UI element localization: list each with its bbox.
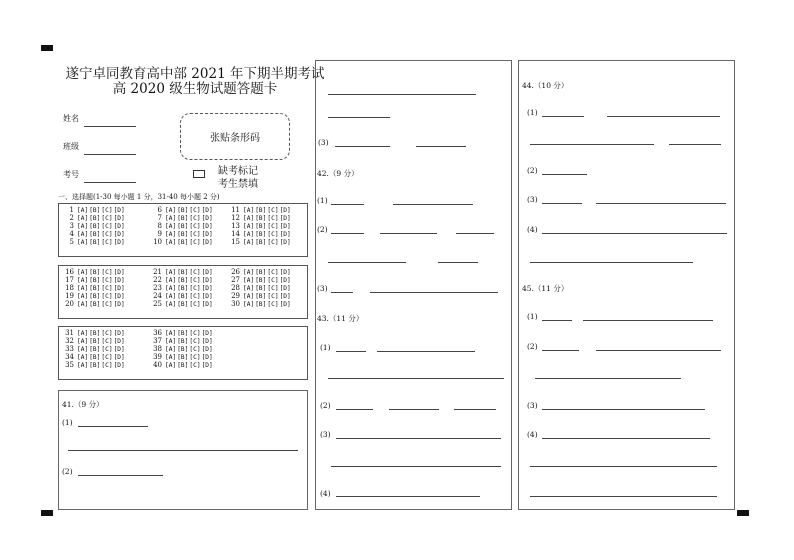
mc-option-bubble[interactable]: [C] <box>189 231 201 239</box>
q42-part3-answer-b[interactable] <box>370 292 498 293</box>
mc-option-bubble[interactable]: [D] <box>201 338 213 346</box>
mc-option-bubble[interactable]: [D] <box>279 207 291 214</box>
mc-option-bubble[interactable]: [C] <box>267 301 279 309</box>
mc-option-bubble[interactable]: [C] <box>267 223 279 231</box>
mc-option-bubble[interactable]: [A] <box>77 231 89 239</box>
mc-option-bubble[interactable]: [A] <box>243 277 255 285</box>
q45-part4-answer-b[interactable] <box>530 466 717 467</box>
mc-option-bubble[interactable]: [C] <box>267 207 279 214</box>
mc-question-number: 14 <box>231 230 240 239</box>
q41-part1-label: (1) <box>62 418 73 427</box>
mc-option-bubble[interactable]: [D] <box>201 207 213 214</box>
mc-option-bubble[interactable]: [D] <box>201 301 213 309</box>
q45-title: 45.（11 分） <box>522 284 569 293</box>
mc-option-bubble[interactable]: [C] <box>101 354 113 362</box>
mc-option-bubble[interactable]: [B] <box>255 231 267 239</box>
mc-option-bubble[interactable]: [B] <box>89 330 101 337</box>
mc-option-bubble[interactable]: [B] <box>177 285 189 293</box>
mc-question-25 <box>150 300 214 309</box>
mc-option-bubble[interactable]: [A] <box>77 338 89 346</box>
mc-question-10 <box>150 238 214 247</box>
mc-option-bubble[interactable]: [A] <box>165 293 177 301</box>
mc-option-bubble[interactable]: [D] <box>113 362 125 370</box>
q45-part3-answer[interactable] <box>542 409 705 410</box>
mc-option-bubble[interactable]: [D] <box>279 239 291 247</box>
mc-option-bubble[interactable]: [A] <box>165 223 177 231</box>
mc-question-number: 35 <box>65 361 74 370</box>
mc-option-bubble[interactable]: [A] <box>77 239 89 247</box>
mc-option-bubble[interactable]: [A] <box>165 354 177 362</box>
mc-question-number: 34 <box>65 353 74 362</box>
q45-part4-answer-c[interactable] <box>530 496 717 497</box>
q44-part1-answer-d[interactable] <box>669 144 721 145</box>
q44-part4-label: (4) <box>527 225 538 234</box>
mc-option-bubble[interactable]: [A] <box>77 269 89 276</box>
mc-option-bubble[interactable]: [D] <box>201 293 213 301</box>
mc-option-bubble[interactable]: [D] <box>201 285 213 293</box>
mc-option-bubble[interactable]: [C] <box>267 277 279 285</box>
q43-part1-answer-c[interactable] <box>328 378 504 379</box>
q44-part1-label: (1) <box>527 108 538 117</box>
mc-option-bubble[interactable]: [C] <box>267 239 279 247</box>
mc-question-35 <box>62 361 126 370</box>
mc-option-bubble[interactable]: [C] <box>189 215 201 223</box>
mc-option-bubble[interactable]: [A] <box>165 346 177 354</box>
q43-part3-answer-b[interactable] <box>331 466 501 467</box>
mc-option-bubble[interactable]: [D] <box>201 354 213 362</box>
q41-part1-answer[interactable] <box>78 426 148 427</box>
mc-option-bubble[interactable]: [B] <box>177 223 189 231</box>
q43-part2-answer-b[interactable] <box>389 409 439 410</box>
mc-option-bubble[interactable]: [C] <box>189 301 201 309</box>
mc-option-bubble[interactable]: [B] <box>89 269 101 276</box>
mc-option-bubble[interactable]: [B] <box>255 223 267 231</box>
q42-part2-answer-e[interactable] <box>438 262 478 263</box>
mc-option-bubble[interactable]: [A] <box>243 215 255 223</box>
mc-question-number: 27 <box>231 276 240 285</box>
mc-option-bubble[interactable]: [C] <box>189 285 201 293</box>
mc-question-number: 26 <box>231 268 240 276</box>
mc-question-40 <box>150 361 214 370</box>
mc-option-bubble[interactable]: [A] <box>77 346 89 354</box>
q45-part1-answer-a[interactable] <box>542 320 572 321</box>
mc-option-bubble[interactable]: [B] <box>177 346 189 354</box>
mc-question-number: 25 <box>153 300 162 309</box>
mc-option-bubble[interactable]: [B] <box>177 215 189 223</box>
mc-option-bubble[interactable]: [B] <box>177 239 189 247</box>
q44-part1-answer-b[interactable] <box>607 116 720 117</box>
mc-option-bubble[interactable]: [A] <box>165 285 177 293</box>
q44-part3-answer-a[interactable] <box>542 203 582 204</box>
section1-title: 一、选择题(1-30 每小题 1 分，31-40 每小题 2 分) <box>58 193 220 201</box>
mc-option-bubble[interactable]: [B] <box>89 215 101 223</box>
mc-option-bubble[interactable]: [A] <box>243 285 255 293</box>
name-field[interactable] <box>84 126 136 127</box>
mc-option-bubble[interactable]: [C] <box>189 346 201 354</box>
mc-option-bubble[interactable]: [A] <box>243 231 255 239</box>
q43-part2-label: (2) <box>320 401 331 410</box>
mc-option-bubble[interactable]: [B] <box>89 362 101 370</box>
q44-part4-answer-b[interactable] <box>530 262 693 263</box>
q43-part4-label: (4) <box>320 489 331 498</box>
mc-option-bubble[interactable]: [B] <box>89 346 101 354</box>
mc-option-bubble[interactable]: [D] <box>113 338 125 346</box>
q44-part2-label: (2) <box>527 166 538 175</box>
q42-part2-answer-d[interactable] <box>328 262 406 263</box>
mc-option-bubble[interactable]: [B] <box>89 301 101 309</box>
mc-option-bubble[interactable]: [D] <box>201 223 213 231</box>
q45-part3-label: (3) <box>527 401 538 410</box>
mc-option-bubble[interactable]: [B] <box>89 231 101 239</box>
mc-question-number: 31 <box>65 329 74 337</box>
absent-line1: 缺考标记 <box>218 166 258 177</box>
mc-question-15 <box>228 238 292 247</box>
mc-option-bubble[interactable]: [D] <box>113 285 125 293</box>
mc-option-bubble[interactable]: [C] <box>189 330 201 337</box>
mc-option-bubble[interactable]: [B] <box>89 223 101 231</box>
absent-mark-label <box>218 165 258 191</box>
mc-question-number: 9 <box>157 230 162 239</box>
mc-option-bubble[interactable]: [D] <box>201 239 213 247</box>
mc-option-bubble[interactable]: [C] <box>267 293 279 301</box>
mc-question-number: 15 <box>231 238 240 247</box>
mc-question-20 <box>62 300 126 309</box>
mc-question-number: 32 <box>65 337 74 346</box>
mc-option-bubble[interactable]: [C] <box>101 223 113 231</box>
mc-question-number: 20 <box>65 300 74 309</box>
mc-option-bubble[interactable]: [D] <box>201 269 213 276</box>
mc-option-bubble[interactable]: [A] <box>77 277 89 285</box>
mc-option-bubble[interactable]: [C] <box>101 301 113 309</box>
name-label: 姓名 <box>63 114 79 123</box>
col2-part3-answer-a[interactable] <box>335 146 390 147</box>
mc-question-number: 18 <box>65 284 74 293</box>
mc-option-bubble[interactable]: [C] <box>101 207 113 214</box>
q43-part2-answer-c[interactable] <box>454 409 496 410</box>
mc-option-bubble[interactable]: [B] <box>89 239 101 247</box>
mc-option-bubble[interactable]: [A] <box>243 239 255 247</box>
q42-part2-answer-c[interactable] <box>456 233 494 234</box>
mc-option-bubble[interactable]: [D] <box>279 223 291 231</box>
mc-option-bubble[interactable]: [D] <box>113 231 125 239</box>
col2-cont-line2[interactable] <box>328 117 390 118</box>
q43-part1-label: (1) <box>320 343 331 352</box>
mc-option-bubble[interactable]: [C] <box>101 293 113 301</box>
registration-mark-bottom-right <box>737 510 749 516</box>
mc-option-bubble[interactable]: [A] <box>165 330 177 337</box>
mc-question-number: 6 <box>157 206 162 214</box>
mc-option-bubble[interactable]: [C] <box>101 277 113 285</box>
registration-mark-top-left <box>41 45 53 51</box>
mc-option-bubble[interactable]: [C] <box>101 330 113 337</box>
barcode-area <box>180 113 290 160</box>
mc-question-number: 16 <box>65 268 74 276</box>
mc-option-bubble[interactable]: [D] <box>201 215 213 223</box>
mc-question-number: 37 <box>153 337 162 346</box>
mc-question-number: 4 <box>69 230 74 239</box>
mc-option-bubble[interactable]: [D] <box>113 277 125 285</box>
mc-option-bubble[interactable]: [A] <box>165 239 177 247</box>
mc-option-bubble[interactable]: [C] <box>101 231 113 239</box>
q43-part3-label: (3) <box>320 430 331 439</box>
mc-option-bubble[interactable]: [C] <box>189 269 201 276</box>
mc-option-bubble[interactable]: [C] <box>101 269 113 276</box>
mc-option-bubble[interactable]: [A] <box>77 362 89 370</box>
q42-part3-answer-a[interactable] <box>331 292 353 293</box>
mc-option-bubble[interactable]: [C] <box>189 277 201 285</box>
mc-question-number: 23 <box>153 284 162 293</box>
mc-question-number: 5 <box>69 238 74 247</box>
mc-option-bubble[interactable]: [D] <box>113 239 125 247</box>
mc-option-bubble[interactable]: [D] <box>279 301 291 309</box>
col2-part3-answer-b[interactable] <box>416 146 466 147</box>
mc-option-bubble[interactable]: [D] <box>279 231 291 239</box>
mc-option-bubble[interactable]: [D] <box>113 269 125 276</box>
exam-number-label: 考号 <box>63 170 79 179</box>
mc-option-bubble[interactable]: [C] <box>189 223 201 231</box>
q42-part2-answer-b[interactable] <box>380 233 437 234</box>
q44-part3-answer-b[interactable] <box>596 203 726 204</box>
mc-question-number: 12 <box>231 214 240 223</box>
mc-option-bubble[interactable]: [B] <box>177 354 189 362</box>
mc-option-bubble[interactable]: [D] <box>201 277 213 285</box>
mc-question-number: 17 <box>65 276 74 285</box>
mc-option-bubble[interactable]: [A] <box>77 207 89 214</box>
mc-question-number: 29 <box>231 292 240 301</box>
mc-question-number: 10 <box>153 238 162 247</box>
mc-option-bubble[interactable]: [B] <box>177 277 189 285</box>
mc-option-bubble[interactable]: [C] <box>189 354 201 362</box>
mc-question-number: 38 <box>153 345 162 354</box>
mc-question-number: 40 <box>153 361 162 370</box>
mc-option-bubble[interactable]: [C] <box>101 338 113 346</box>
q45-part1-answer-b[interactable] <box>583 320 713 321</box>
mc-option-bubble[interactable]: [B] <box>177 293 189 301</box>
q45-part1-label: (1) <box>527 312 538 321</box>
mc-question-number: 36 <box>153 329 162 337</box>
mc-option-bubble[interactable]: [D] <box>113 354 125 362</box>
q42-title: 42.（9 分） <box>317 169 359 178</box>
mc-option-bubble[interactable]: [B] <box>89 338 101 346</box>
mc-option-bubble[interactable]: [A] <box>243 207 255 214</box>
mc-option-bubble[interactable]: [B] <box>177 338 189 346</box>
mc-option-bubble[interactable]: [D] <box>113 293 125 301</box>
mc-option-bubble[interactable]: [A] <box>77 301 89 309</box>
q44-part1-answer-c[interactable] <box>530 144 654 145</box>
mc-option-bubble[interactable]: [B] <box>177 269 189 276</box>
mc-option-bubble[interactable]: [A] <box>77 215 89 223</box>
q41-part1-answer-line2[interactable] <box>68 450 298 451</box>
mc-option-bubble[interactable]: [D] <box>201 362 213 370</box>
q44-part1-answer-a[interactable] <box>542 116 584 117</box>
mc-option-bubble[interactable]: [D] <box>113 301 125 309</box>
mc-option-bubble[interactable]: [C] <box>267 285 279 293</box>
q43-part2-answer-a[interactable] <box>336 409 373 410</box>
q43-part1-answer-a[interactable] <box>336 351 366 352</box>
q45-part2-answer-c[interactable] <box>535 378 681 379</box>
page-title-line2: 高 2020 级生物试题答题卡 <box>112 81 278 97</box>
mc-question-number: 19 <box>65 292 74 301</box>
q45-part4-answer-a[interactable] <box>542 438 710 439</box>
mc-option-bubble[interactable]: [C] <box>267 231 279 239</box>
mc-question-5 <box>62 238 126 247</box>
mc-option-bubble[interactable]: [A] <box>165 215 177 223</box>
q43-part3-answer-a[interactable] <box>336 438 501 439</box>
mc-option-bubble[interactable]: [A] <box>165 207 177 214</box>
mc-question-number: 30 <box>231 300 240 309</box>
mc-question-number: 1 <box>69 206 74 214</box>
mc-question-number: 3 <box>69 222 74 231</box>
q41-part2-answer[interactable] <box>78 475 163 476</box>
mc-question-number: 11 <box>231 206 240 214</box>
mc-option-bubble[interactable]: [B] <box>255 239 267 247</box>
mc-option-bubble[interactable]: [A] <box>77 285 89 293</box>
mc-option-bubble[interactable]: [A] <box>77 354 89 362</box>
page-title-line1: 遂宁卓同教育高中部 2021 年下期半期考试 <box>65 66 325 82</box>
barcode-label: 张贴条形码 <box>210 133 260 144</box>
mc-option-bubble[interactable]: [D] <box>279 285 291 293</box>
mc-question-number: 28 <box>231 284 240 293</box>
mc-option-bubble[interactable]: [A] <box>243 223 255 231</box>
mc-option-bubble[interactable]: [C] <box>189 338 201 346</box>
mc-option-bubble[interactable]: [D] <box>279 215 291 223</box>
mc-option-bubble[interactable]: [A] <box>165 231 177 239</box>
mc-option-bubble[interactable]: [C] <box>101 346 113 354</box>
mc-option-bubble[interactable]: [C] <box>267 215 279 223</box>
col2-cont-line1[interactable] <box>328 94 476 95</box>
mc-option-bubble[interactable]: [A] <box>165 277 177 285</box>
mc-question-number: 22 <box>153 276 162 285</box>
q43-part1-answer-b[interactable] <box>377 351 475 352</box>
mc-question-number: 21 <box>153 268 162 276</box>
mc-option-bubble[interactable]: [B] <box>255 207 267 214</box>
mc-option-bubble[interactable]: [B] <box>255 215 267 223</box>
mc-option-bubble[interactable]: [B] <box>177 231 189 239</box>
q42-part1-answer-a[interactable] <box>331 204 364 205</box>
mc-option-bubble[interactable]: [B] <box>255 277 267 285</box>
col2-part3-label: (3) <box>318 138 329 147</box>
mc-option-bubble[interactable]: [C] <box>189 362 201 370</box>
mc-option-bubble[interactable]: [B] <box>177 362 189 370</box>
mc-option-bubble[interactable]: [B] <box>89 285 101 293</box>
mc-option-bubble[interactable]: [D] <box>113 330 125 337</box>
mc-question-number: 7 <box>157 214 162 223</box>
mc-option-bubble[interactable]: [B] <box>89 207 101 214</box>
mc-question-number: 2 <box>69 214 74 223</box>
mc-option-bubble[interactable]: [D] <box>279 293 291 301</box>
mc-option-bubble[interactable]: [C] <box>101 362 113 370</box>
q42-part3-label: (3) <box>317 284 328 293</box>
q45-part2-label: (2) <box>527 342 538 351</box>
mc-option-bubble[interactable]: [C] <box>189 239 201 247</box>
mc-option-bubble[interactable]: [A] <box>165 338 177 346</box>
mc-option-bubble[interactable]: [D] <box>279 277 291 285</box>
mc-option-bubble[interactable]: [C] <box>267 269 279 276</box>
q44-part2-answer[interactable] <box>542 174 587 175</box>
mc-option-bubble[interactable]: [B] <box>177 301 189 309</box>
mc-option-bubble[interactable]: [B] <box>89 354 101 362</box>
mc-option-bubble[interactable]: [A] <box>165 301 177 309</box>
q42-part2-label: (2) <box>317 225 328 234</box>
mc-option-bubble[interactable]: [B] <box>255 301 267 309</box>
mc-option-bubble[interactable]: [D] <box>201 231 213 239</box>
mc-option-bubble[interactable]: [D] <box>113 346 125 354</box>
class-field[interactable] <box>84 154 136 155</box>
q44-part3-label: (3) <box>527 195 538 204</box>
mc-option-bubble[interactable]: [C] <box>189 207 201 214</box>
mc-option-bubble[interactable]: [A] <box>243 301 255 309</box>
mc-option-bubble[interactable]: [A] <box>77 223 89 231</box>
mc-question-number: 39 <box>153 353 162 362</box>
mc-question-number: 13 <box>231 222 240 231</box>
mc-option-bubble[interactable]: [C] <box>101 285 113 293</box>
mc-option-bubble[interactable]: [C] <box>101 215 113 223</box>
mc-question-number: 8 <box>157 222 162 231</box>
mc-option-bubble[interactable]: [D] <box>113 207 125 214</box>
mc-option-bubble[interactable]: [B] <box>89 293 101 301</box>
mc-option-bubble[interactable]: [A] <box>243 293 255 301</box>
q44-title: 44.（10 分） <box>522 81 569 90</box>
class-label: 班级 <box>63 142 79 151</box>
mc-option-bubble[interactable]: [D] <box>113 223 125 231</box>
mc-question-30 <box>228 300 292 309</box>
absent-mark-box[interactable] <box>193 170 205 178</box>
q45-part2-answer-a[interactable] <box>542 350 579 351</box>
mc-option-bubble[interactable]: [C] <box>189 293 201 301</box>
mc-option-bubble[interactable]: [B] <box>177 330 189 337</box>
mc-option-bubble[interactable]: [B] <box>255 285 267 293</box>
mc-question-number: 24 <box>153 292 162 301</box>
q43-part4-answer[interactable] <box>336 496 480 497</box>
mc-option-bubble[interactable]: [B] <box>255 269 267 276</box>
mc-question-number: 33 <box>65 345 74 354</box>
mc-option-bubble[interactable]: [D] <box>201 346 213 354</box>
mc-option-bubble[interactable]: [D] <box>113 215 125 223</box>
mc-option-bubble[interactable]: [B] <box>177 207 189 214</box>
mc-option-bubble[interactable]: [C] <box>101 239 113 247</box>
q43-title: 43.（11 分） <box>317 314 364 323</box>
q45-part2-answer-b[interactable] <box>596 350 721 351</box>
mc-option-bubble[interactable]: [A] <box>243 269 255 276</box>
q42-part1-answer-b[interactable] <box>393 204 473 205</box>
mc-option-bubble[interactable]: [B] <box>255 293 267 301</box>
mc-option-bubble[interactable]: [D] <box>279 269 291 276</box>
column2-panel <box>315 60 512 510</box>
mc-option-bubble[interactable]: [B] <box>89 277 101 285</box>
mc-option-bubble[interactable]: [A] <box>77 330 89 337</box>
mc-option-bubble[interactable]: [D] <box>201 330 213 337</box>
q45-part4-label: (4) <box>527 430 538 439</box>
mc-option-bubble[interactable]: [A] <box>165 269 177 276</box>
q44-part4-answer-a[interactable] <box>542 233 727 234</box>
q42-part1-label: (1) <box>317 196 328 205</box>
exam-number-field[interactable] <box>84 182 136 183</box>
q41-title: 41.（9 分） <box>62 400 104 409</box>
absent-line2: 考生禁填 <box>218 179 258 190</box>
q42-part2-answer-a[interactable] <box>331 233 364 234</box>
q41-part2-label: (2) <box>62 467 73 476</box>
registration-mark-bottom-left <box>41 510 53 516</box>
mc-option-bubble[interactable]: [A] <box>77 293 89 301</box>
mc-option-bubble[interactable]: [A] <box>165 362 177 370</box>
